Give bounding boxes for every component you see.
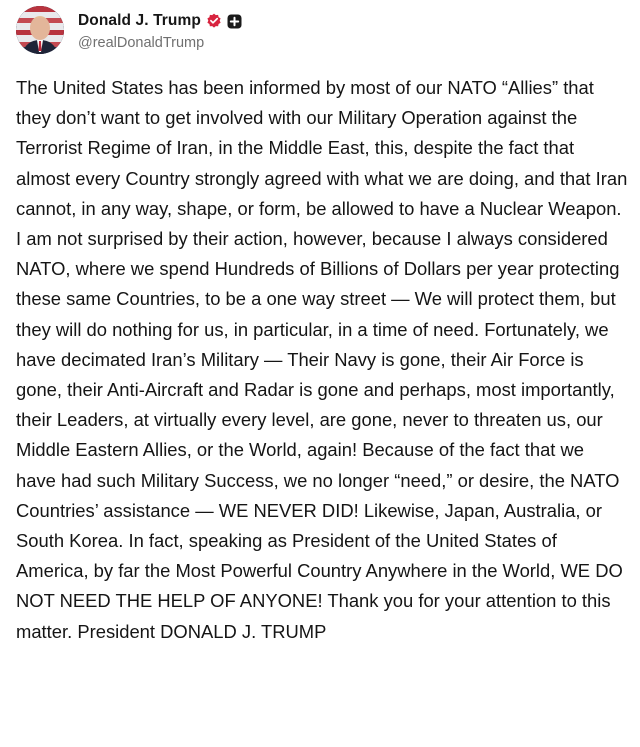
avatar[interactable] [16,6,64,54]
plus-badge-icon [227,14,242,29]
verified-badge-icon [206,13,222,29]
author-handle[interactable]: @realDonaldTrump [78,35,205,51]
avatar-photo-icon [16,6,64,54]
post-body-text: The United States has been informed by most of our NATO “Allies” that they don’t want to get involved with our Military Operation against the Terrorist Regime of Iran, in the Middle East, this, despite the fact that almost every Country strongly agreed with what we are doing, and that Iran cannot, in any way, shape, or form, be allowed to have a Nuclear Weapon. I am not surprised by their action, however, because I always considered NATO, where we spend Hundreds of Billions of Dollars per year protecting these same Countries, to be a one way street — We will protect them, but they will do nothing for us, in particular, in a time of need. Fortunately, we have decimated Iran’s Military — Their Navy is gone, their Air Force is gone, their Anti-Aircraft and Radar is gone and perhaps, most importantly, their Leaders, at virtually every level, are gone, never to threaten us, our Middle Eastern Allies, or the World, again! Because of the fact that we have had such Military Success, we no longer “need,” or desire, the NATO Countries’ assistance — WE NEVER DID! Likewise, Japan, Australia, or South Korea. In fact, speaking as President of the United States of America, by far the Most Powerful Country Anywhere in the World, WE DO NOT NEED THE HELP OF ANYONE! Thank you for your attention to this matter. President DONALD J. TRUMP [16,77,628,642]
post-header [16,6,242,54]
name-row [78,11,242,31]
author-info [78,11,242,51]
author-display-name[interactable]: Donald J. Trump [78,12,201,29]
